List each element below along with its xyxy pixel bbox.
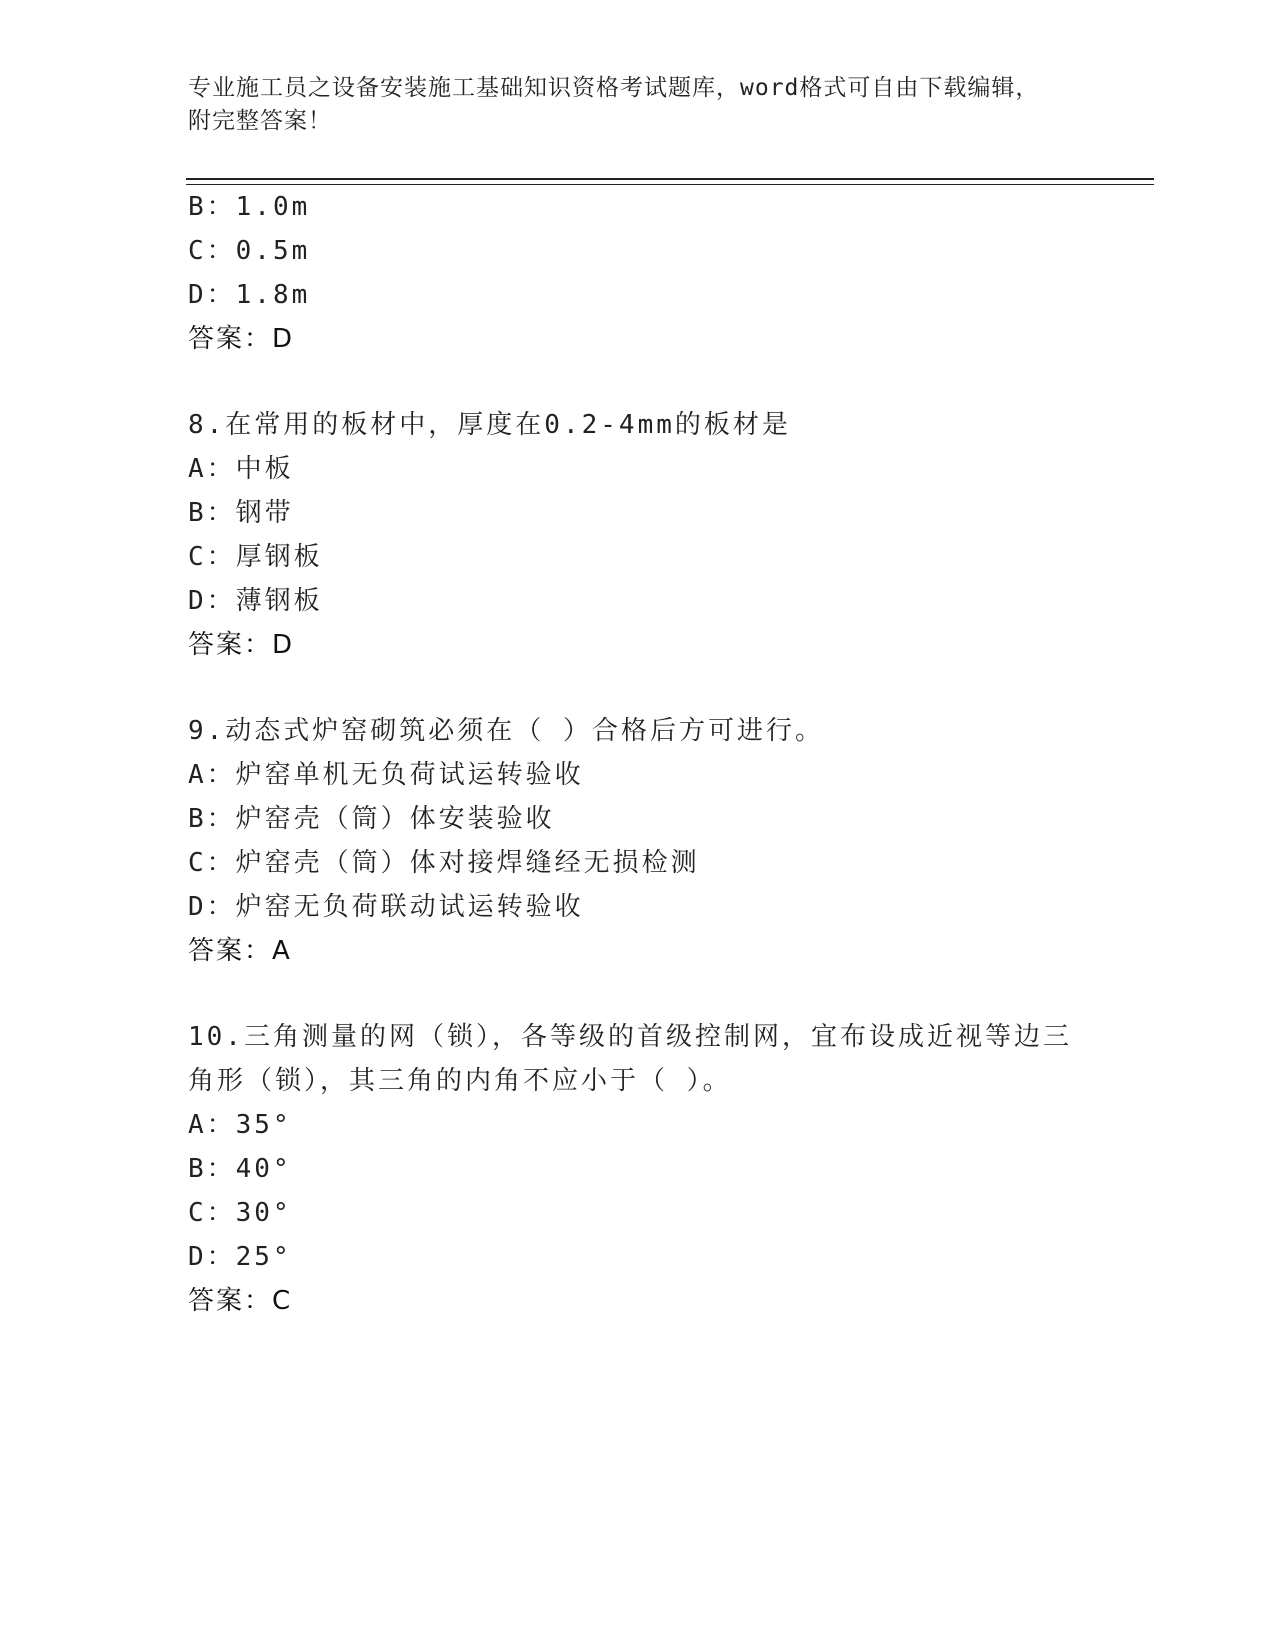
document-header — [188, 72, 1088, 138]
header-line-1: 专业施工员之设备安装施工基础知识资格考试题库，word格式可自由下载编辑， — [188, 75, 1040, 101]
q10-option-b: B：40° — [188, 1154, 292, 1184]
q9-answer: 答案：A — [188, 936, 292, 966]
q8-stem: 8.在常用的板材中，厚度在0.2-4mm的板材是 — [188, 410, 791, 440]
q7-option-c: C：0.5m — [188, 236, 311, 266]
q8-option-c: C：厚钢板 — [188, 542, 323, 572]
q8-answer: 答案：D — [188, 630, 295, 660]
q9-option-c: C：炉窑壳（筒）体对接焊缝经无损检测 — [188, 848, 700, 878]
q9-option-a: A：炉窑单机无负荷试运转验收 — [188, 760, 584, 790]
q7-option-d: D：1.8m — [188, 280, 311, 310]
q8-option-a: A：中板 — [188, 454, 294, 484]
q10-option-a: A：35° — [188, 1110, 292, 1140]
q10-stem-line-2: 角形（锁），其三角的内角不应小于（ ）。 — [188, 1066, 732, 1096]
header-divider-thick — [186, 178, 1154, 180]
q9-option-d: D：炉窑无负荷联动试运转验收 — [188, 892, 584, 922]
q7-answer: 答案：D — [188, 324, 295, 354]
q10-stem-line-1: 10.三角测量的网（锁），各等级的首级控制网，宜布设成近视等边三 — [188, 1022, 1072, 1052]
q8-option-d: D：薄钢板 — [188, 586, 323, 616]
header-divider-thin — [186, 184, 1154, 185]
q10-answer: 答案：C — [188, 1286, 293, 1316]
header-line-2: 附完整答案！ — [188, 108, 332, 134]
q9-stem: 9.动态式炉窑砌筑必须在（ ）合格后方可进行。 — [188, 716, 824, 746]
q10-option-d: D：25° — [188, 1242, 292, 1272]
q10-option-c: C：30° — [188, 1198, 292, 1228]
q9-option-b: B：炉窑壳（筒）体安装验收 — [188, 804, 555, 834]
q8-option-b: B：钢带 — [188, 498, 294, 528]
q7-option-b: B：1.0m — [188, 192, 311, 222]
